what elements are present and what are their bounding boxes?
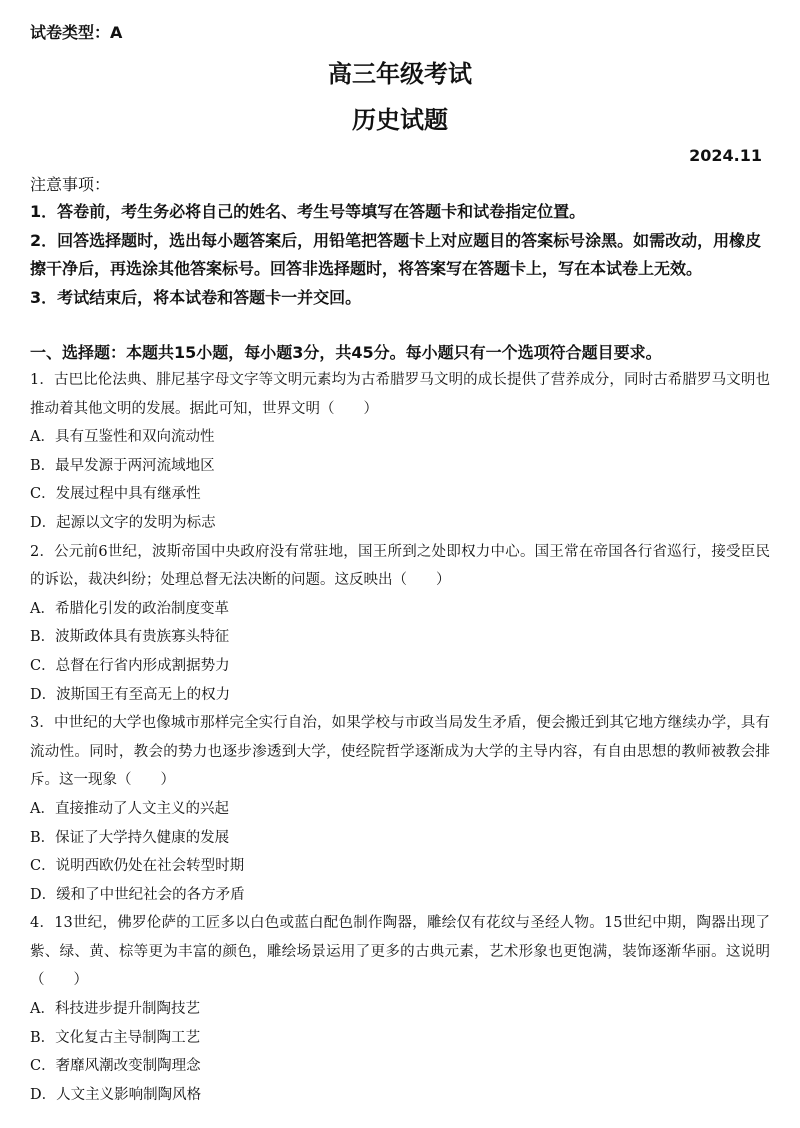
subject-title: 历史试题: [352, 106, 448, 134]
notice-item: 2．回答选择题时，选出每小题答案后，用铅笔把答题卡上对应题目的答案标号涂黑。如需改动，用橡皮擦干净后，再选涂其他答案标号。回答非选择题时，将答案写在答题卡上，写在本试卷上无效。: [30, 230, 762, 278]
option-d: D．人文主义影响制陶风格: [30, 1086, 202, 1103]
question-1: [30, 366, 770, 538]
option-d: D．起源以文字的发明为标志: [30, 514, 216, 531]
question-stem: 3．中世纪的大学也像城市那样完全实行自治，如果学校与市政当局发生矛盾，便会搬迁到其它地方继续办学，具有流动性。同时，教会的势力也逐步渗透到大学，使经院哲学逐渐成为大学的主导内容，有自由思想的教师被教会排斥。这一现象（ ）: [30, 715, 770, 789]
option-a: A．具有互鉴性和双向流动性: [30, 429, 215, 446]
question-stem: 2．公元前6世纪，波斯帝国中央政府没有常驻地，国王所到之处即权力中心。国王常在帝国各行省巡行，接受臣民的诉讼，裁决纠纷；处理总督无法决断的问题。这反映出（ ）: [30, 543, 770, 589]
option-c: C．总督在行省内形成割据势力: [30, 657, 230, 674]
option-c: C．发展过程中具有继承性: [30, 486, 201, 503]
option-b: B．保证了大学持久健康的发展: [30, 829, 230, 846]
option-d: D．缓和了中世纪社会的各方矛盾: [30, 886, 245, 903]
option-d: D．波斯国王有至高无上的权力: [30, 686, 231, 703]
notice-heading: 注意事项：: [30, 175, 111, 194]
question-stem: 1．古巴比伦法典、腓尼基字母文字等文明元素均为古希腊罗马文明的成长提供了营养成分，同时古希腊罗马文明也推动着其他文明的发展。据此可知，世界文明（ ）: [30, 372, 770, 417]
option-b: B．波斯政体具有贵族寡头特征: [30, 629, 230, 646]
option-a: A．希腊化引发的政治制度变革: [30, 600, 229, 617]
question-list: [30, 366, 770, 1109]
question-4: [30, 909, 770, 1109]
option-a: A．科技进步提升制陶技艺: [30, 1001, 200, 1018]
question-3: [30, 709, 770, 909]
option-b: B．文化复古主导制陶工艺: [30, 1029, 201, 1046]
exam-date: 2024.11: [689, 146, 762, 165]
notice-list: [30, 198, 770, 312]
section-heading: 一、选择题：本题共15小题，每小题3分，共45分。每小题只有一个选项符合题目要求。: [30, 343, 662, 362]
notice-item: 3．考试结束后，将本试卷和答题卡一并交回。: [30, 287, 362, 307]
option-b: B．最早发源于两河流域地区: [30, 457, 215, 474]
question-stem: 4．13世纪，佛罗伦萨的工匠多以白色或蓝白配色制作陶器，雕绘仅有花纹与圣经人物。15世纪中期，陶器出现了紫、绿、黄、棕等更为丰富的颜色，雕绘场景运用了更多的古典元素，艺术形象也更饱满，装饰逐渐华丽。这说明（ ）: [30, 915, 770, 989]
notice-item: 1．答卷前，考生务必将自己的姓名、考生号等填写在答题卡和试卷指定位置。: [30, 202, 586, 221]
option-c: C．说明西欧仍处在社会转型时期: [30, 858, 245, 875]
option-a: A．直接推动了人文主义的兴起: [30, 800, 229, 817]
option-c: C．奢靡风潮改变制陶理念: [30, 1058, 201, 1075]
exam-title: 高三年级考试: [328, 60, 472, 88]
paper-type-label: 试卷类型：A: [30, 23, 123, 42]
question-2: [30, 538, 770, 710]
